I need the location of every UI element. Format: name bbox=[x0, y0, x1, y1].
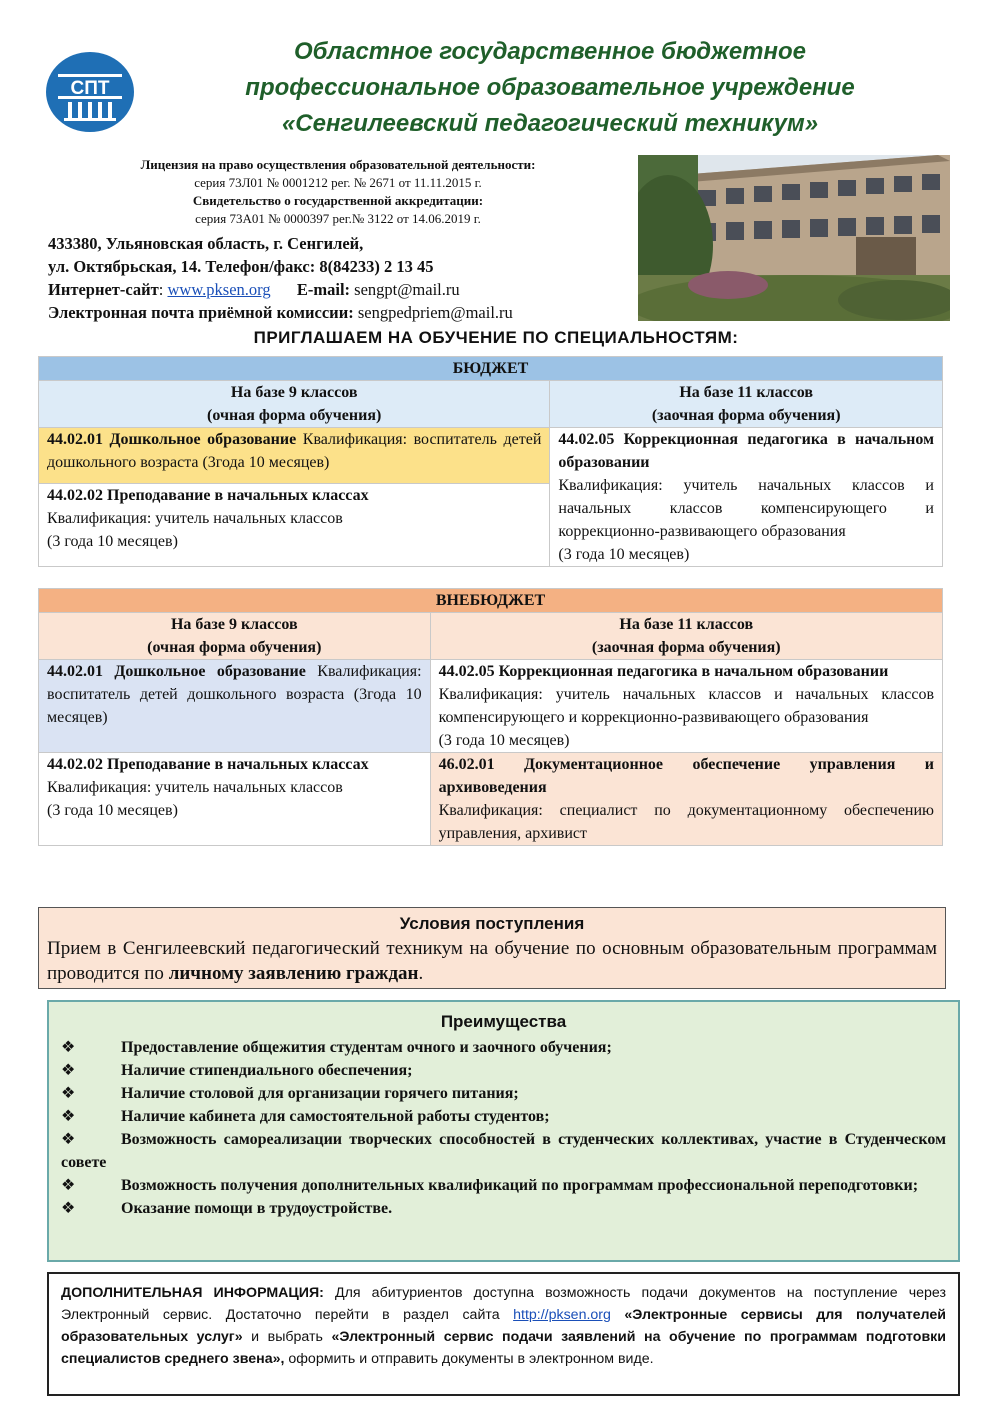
extra-col2-header bbox=[430, 613, 942, 660]
building-photo bbox=[638, 155, 950, 321]
contacts bbox=[48, 232, 648, 324]
advantage-text: Наличие столовой для организации горячего питания; bbox=[121, 1085, 519, 1102]
license-info bbox=[48, 156, 628, 228]
additional-info bbox=[47, 1272, 960, 1396]
info-site-link[interactable]: http://pksen.org bbox=[513, 1307, 611, 1323]
advantage-text: Предоставление общежития студентам очного и заочного обучения; bbox=[121, 1039, 612, 1056]
specialty-code: 44.02.01 Дошкольное образование bbox=[47, 431, 297, 448]
specialty-qualification: Квалификация: учитель начальных классов bbox=[47, 509, 343, 527]
specialty-code: 44.02.05 Коррекционная педагогика в начальном образовании bbox=[558, 431, 934, 471]
conditions-text bbox=[47, 936, 937, 986]
extrabudget-title: ВНЕБЮДЖЕТ bbox=[39, 589, 943, 613]
specialty-cell bbox=[39, 753, 431, 846]
list-item bbox=[61, 1128, 946, 1174]
budget-col2-header bbox=[550, 381, 943, 428]
specialty-qualification: Квалификация: специалист по документационному обеспечению управления, архивист bbox=[438, 802, 934, 842]
specialty-code: 46.02.01 Документационное обеспечение управления и архивоведения bbox=[438, 756, 934, 796]
advantage-text: Наличие стипендиального обеспечения; bbox=[121, 1062, 413, 1079]
info-service-name: «Электронный сервис подачи заявлений на обучение по программам подготовки специалистов среднего звена», bbox=[61, 1329, 946, 1367]
list-item bbox=[61, 1105, 946, 1128]
logo-text: СПТ bbox=[70, 78, 110, 99]
list-item bbox=[61, 1197, 946, 1220]
advantage-text: Возможность получения дополнительных квалификаций по программам профессиональной переподготовки; bbox=[121, 1177, 919, 1194]
diamond-bullet-icon: ❖ bbox=[61, 1131, 76, 1148]
budget-title: БЮДЖЕТ bbox=[39, 357, 943, 381]
conditions-text-end: . bbox=[418, 963, 424, 984]
conditions-text-main: Прием в Сенгилеевский педагогический техникум на обучение по основным образовательным программам проводится по bbox=[47, 938, 937, 984]
site-link[interactable]: www.pksen.org bbox=[167, 280, 271, 299]
specialty-duration: (3 года 10 месяцев) bbox=[47, 532, 178, 550]
list-item bbox=[61, 1082, 946, 1105]
specialty-cell bbox=[39, 660, 431, 753]
advantage-text: Наличие кабинета для самостоятельной работы студентов; bbox=[121, 1108, 550, 1125]
specialty-cell bbox=[550, 428, 943, 567]
conditions-text-bold: личному заявлению граждан bbox=[168, 963, 419, 984]
title-line: Областное государственное бюджетное bbox=[293, 38, 807, 65]
list-item bbox=[61, 1174, 946, 1197]
address-line-2: ул. Октябрьская, 14. Телефон/факс: 8(84233) 2 13 45 bbox=[48, 257, 434, 276]
specialty-qualification: Квалификация: воспитатель детей дошкольного возраста (3года 10 месяцев) bbox=[47, 431, 542, 471]
diamond-bullet-icon: ❖ bbox=[61, 1108, 76, 1125]
license-number: серия 73Л01 № 0001212 рег. № 2671 от 11.11.2015 г. bbox=[194, 175, 482, 190]
site-label: Интернет-сайт bbox=[48, 280, 159, 299]
license-heading: Лицензия на право осуществления образовательной деятельности: bbox=[140, 157, 536, 172]
specialty-qualification: Квалификация: воспитатель детей дошкольного возраста (3года 10 месяцев) bbox=[47, 663, 422, 726]
title-line: «Сенгилеевский педагогический техникум» bbox=[281, 110, 819, 137]
col-form: (очная форма обучения) bbox=[207, 407, 382, 424]
diamond-bullet-icon: ❖ bbox=[61, 1200, 76, 1217]
budget-table bbox=[38, 356, 943, 567]
col-form: (заочная форма обучения) bbox=[651, 407, 841, 424]
col-base: На базе 11 классов bbox=[619, 616, 754, 633]
specialty-cell bbox=[430, 753, 942, 846]
accreditation-number: серия 73А01 № 0000397 рег.№ 3122 от 14.06.2019 г. bbox=[195, 211, 481, 226]
specialty-qualification: Квалификация: учитель начальных классов и начальных классов компенсирующего и коррекционно-развивающего образования bbox=[438, 686, 934, 726]
specialty-qualification: Квалификация: учитель начальных классов bbox=[47, 779, 343, 796]
specialty-qualification: Квалификация: учитель начальных классов и начальных классов компенсирующего и коррекционно-развивающего образования bbox=[558, 477, 934, 540]
conditions-title: Условия поступления bbox=[399, 914, 585, 933]
diamond-bullet-icon: ❖ bbox=[61, 1039, 76, 1056]
web-email-line: Интернет-сайт: www.pksen.org E-mail: sengpt@mail.ru bbox=[48, 280, 460, 299]
specialty-duration: (3 года 10 месяцев) bbox=[438, 732, 570, 749]
diamond-bullet-icon: ❖ bbox=[61, 1085, 76, 1102]
specialty-code: 44.02.02 Преподавание в начальных классах bbox=[47, 486, 369, 504]
advantage-text: Оказание помощи в трудоустройстве. bbox=[121, 1200, 393, 1217]
specialty-cell bbox=[430, 660, 942, 753]
advantage-text: Возможность самореализации творческих способностей в студенческих коллективах, участие в Студенческом совете bbox=[61, 1131, 946, 1171]
specialty-duration: (3 года 10 месяцев) bbox=[47, 802, 178, 819]
col-base: На базе 9 классов bbox=[170, 616, 298, 633]
info-section-name: «Электронные сервисы для получателей образовательных услуг» bbox=[61, 1307, 946, 1345]
accreditation-heading: Свидетельство о государственной аккредитации: bbox=[192, 193, 484, 208]
priem-line bbox=[48, 301, 648, 324]
advantages-list bbox=[61, 1036, 946, 1220]
specialty-code: 44.02.05 Коррекционная педагогика в начальном образовании bbox=[438, 663, 889, 680]
title-line: профессиональное образовательное учреждение bbox=[245, 74, 855, 101]
specialty-code: 44.02.01 Дошкольное образование bbox=[47, 663, 306, 680]
extrabudget-table bbox=[38, 588, 943, 846]
advantages-box bbox=[47, 1000, 960, 1262]
list-item bbox=[61, 1059, 946, 1082]
institution-title bbox=[190, 34, 910, 142]
address-line-1: 433380, Ульяновская область, г. Сенгилей, bbox=[48, 234, 364, 253]
specialty-code: 44.02.02 Преподавание в начальных классах bbox=[47, 756, 369, 773]
col-base: На базе 9 классов bbox=[230, 384, 358, 401]
diamond-bullet-icon: ❖ bbox=[61, 1062, 76, 1079]
extra-col1-header bbox=[39, 613, 431, 660]
specialty-duration: (3 года 10 месяцев) bbox=[558, 546, 690, 563]
admission-conditions bbox=[38, 907, 946, 989]
specialty-cell bbox=[39, 483, 550, 566]
email-value[interactable]: sengpt@mail.ru bbox=[354, 280, 460, 299]
advantages-title: Преимущества bbox=[440, 1012, 567, 1031]
college-logo bbox=[44, 50, 136, 134]
col-base: На базе 11 классов bbox=[679, 384, 814, 401]
priem-email[interactable]: sengpedpriem@mail.ru bbox=[357, 303, 513, 322]
budget-col1-header bbox=[39, 381, 550, 428]
col-form: (заочная форма обучения) bbox=[591, 639, 781, 656]
list-item bbox=[61, 1036, 946, 1059]
diamond-bullet-icon: ❖ bbox=[61, 1177, 76, 1194]
info-text: и выбрать bbox=[242, 1329, 332, 1345]
col-form: (очная форма обучения) bbox=[147, 639, 322, 656]
email-label: E-mail: bbox=[296, 280, 351, 299]
info-text: Для абитуриентов доступна возможность подачи документов на поступление через Электронный сервис. Достаточно перейти в раздел сайта bbox=[61, 1285, 946, 1323]
specialty-cell bbox=[39, 428, 550, 484]
invite-heading: ПРИГЛАШАЕМ НА ОБУЧЕНИЕ ПО СПЕЦИАЛЬНОСТЯМ: bbox=[253, 328, 739, 347]
info-text: оформить и отправить документы в электронном виде. bbox=[284, 1351, 654, 1367]
priem-label: Электронная почта приёмной комиссии: bbox=[48, 303, 354, 322]
info-label: ДОПОЛНИТЕЛЬНАЯ ИНФОРМАЦИЯ: bbox=[61, 1285, 324, 1301]
